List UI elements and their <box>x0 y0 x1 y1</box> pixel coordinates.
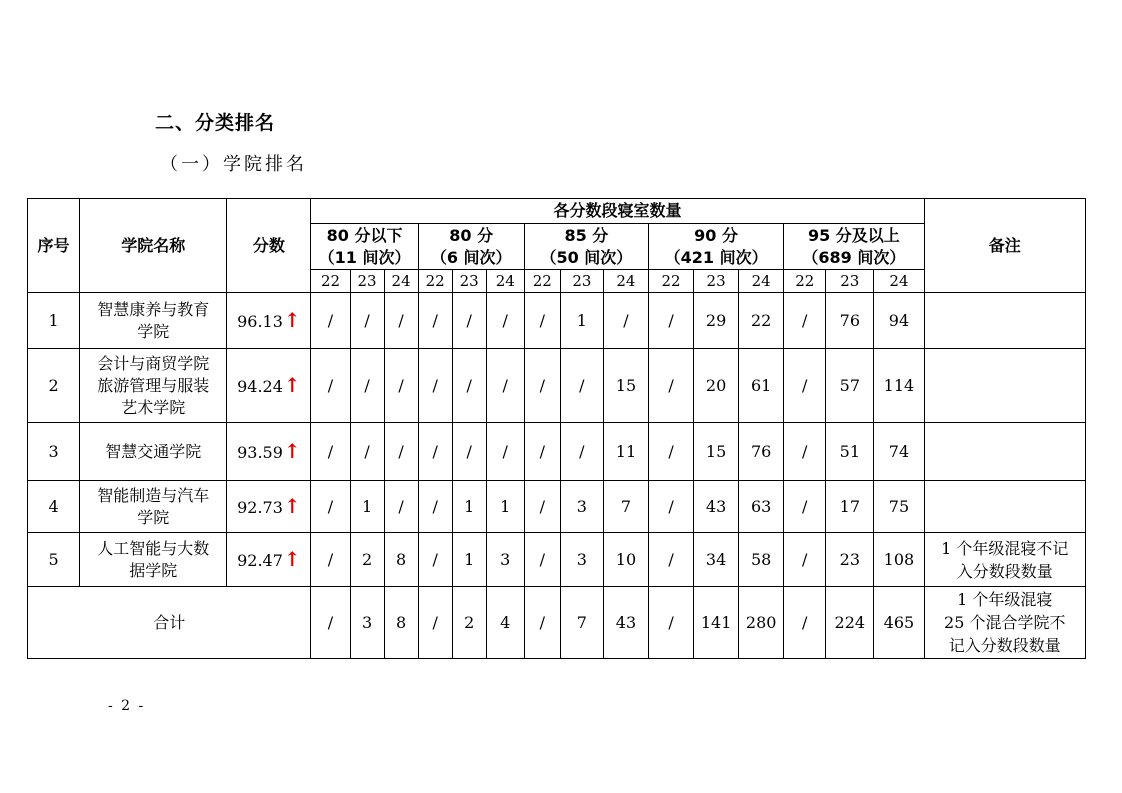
count-cell: / <box>311 533 350 587</box>
up-arrow-icon: ↑ <box>283 438 301 463</box>
header-segment-below-80 <box>311 224 418 270</box>
college-name <box>80 533 227 587</box>
count-cell: / <box>486 293 524 349</box>
count-cell: / <box>418 349 452 423</box>
header-segment-95-plus <box>784 224 924 270</box>
total-count-cell: 224 <box>826 587 874 659</box>
college-name <box>80 481 227 533</box>
year-header: 22 <box>784 270 826 293</box>
segment-label: 80 分 <box>449 225 494 245</box>
segment-label: 80 分以下 <box>326 225 403 245</box>
count-cell: / <box>418 481 452 533</box>
total-count-cell: 4 <box>486 587 524 659</box>
total-count-cell: 7 <box>560 587 603 659</box>
count-cell: 3 <box>486 533 524 587</box>
table-row <box>28 423 1086 481</box>
college-name-line: 智慧交通学院 <box>105 441 202 461</box>
college-name-line: 旅游管理与服装 <box>97 375 210 395</box>
count-cell: 76 <box>826 293 874 349</box>
count-cell: 114 <box>874 349 924 423</box>
count-cell: / <box>648 423 693 481</box>
score-cell <box>227 293 311 349</box>
count-cell: / <box>524 481 560 533</box>
header-segment-85 <box>524 224 648 270</box>
score-cell <box>227 349 311 423</box>
count-cell: 51 <box>826 423 874 481</box>
count-cell: / <box>648 349 693 423</box>
college-name-line: 据学院 <box>129 560 178 580</box>
count-cell: / <box>384 293 418 349</box>
count-cell: 15 <box>603 349 648 423</box>
header-segment-group: 各分数段寝室数量 <box>311 199 924 224</box>
college-name <box>80 349 227 423</box>
count-cell: / <box>311 481 350 533</box>
count-cell: 8 <box>384 533 418 587</box>
year-header: 24 <box>486 270 524 293</box>
count-cell: 75 <box>874 481 924 533</box>
college-name-line: 学院 <box>137 507 170 527</box>
year-header: 22 <box>311 270 350 293</box>
remark-cell <box>924 293 1085 349</box>
count-cell: / <box>524 349 560 423</box>
total-count-cell: 2 <box>452 587 486 659</box>
count-cell: 1 <box>486 481 524 533</box>
subsection-title: （一）学院排名 <box>160 154 307 175</box>
count-cell: / <box>524 423 560 481</box>
count-cell: 74 <box>874 423 924 481</box>
count-cell: / <box>311 293 350 349</box>
section-title: 二、分类排名 <box>155 112 276 134</box>
year-header: 23 <box>694 270 739 293</box>
college-name-line: 学院 <box>137 321 170 341</box>
total-count-cell: 141 <box>694 587 739 659</box>
row-seq: 5 <box>28 533 80 587</box>
total-count-cell: / <box>524 587 560 659</box>
count-cell: / <box>311 349 350 423</box>
year-header: 23 <box>452 270 486 293</box>
count-cell: / <box>784 349 826 423</box>
year-header: 24 <box>384 270 418 293</box>
college-name <box>80 423 227 481</box>
count-cell: / <box>418 423 452 481</box>
score-value: 93.59 <box>237 442 283 462</box>
year-header: 22 <box>648 270 693 293</box>
college-ranking-table <box>27 198 1086 659</box>
count-cell: 11 <box>603 423 648 481</box>
count-cell: 1 <box>452 481 486 533</box>
year-header: 23 <box>560 270 603 293</box>
remark-cell <box>924 423 1085 481</box>
count-cell: / <box>524 293 560 349</box>
page-number: - 2 - <box>108 698 146 714</box>
college-name-line: 会计与商贸学院 <box>97 353 210 373</box>
remark-cell <box>924 481 1085 533</box>
up-arrow-icon: ↑ <box>283 546 301 571</box>
count-cell: 29 <box>694 293 739 349</box>
total-count-cell: / <box>311 587 350 659</box>
count-cell: / <box>784 293 826 349</box>
year-header: 24 <box>603 270 648 293</box>
count-cell: / <box>384 349 418 423</box>
college-name <box>80 293 227 349</box>
college-name-line: 艺术学院 <box>121 397 186 417</box>
count-cell: 10 <box>603 533 648 587</box>
score-value: 92.73 <box>237 497 283 517</box>
count-cell: / <box>384 481 418 533</box>
count-cell: 76 <box>739 423 784 481</box>
count-cell: / <box>418 533 452 587</box>
table-row <box>28 349 1086 423</box>
count-cell: 22 <box>739 293 784 349</box>
total-count-cell: 280 <box>739 587 784 659</box>
count-cell: / <box>418 293 452 349</box>
header-college: 学院名称 <box>80 199 227 293</box>
count-cell: / <box>452 349 486 423</box>
score-cell <box>227 423 311 481</box>
count-cell: 7 <box>603 481 648 533</box>
count-cell: / <box>350 349 384 423</box>
remark-line: 入分数段数量 <box>956 561 1053 581</box>
count-cell: / <box>486 349 524 423</box>
count-cell: / <box>648 533 693 587</box>
score-value: 92.47 <box>237 550 283 570</box>
total-count-cell: 3 <box>350 587 384 659</box>
college-name-line: 智慧康养与教育 <box>97 299 210 319</box>
count-cell: / <box>311 423 350 481</box>
header-score: 分数 <box>227 199 311 293</box>
count-cell: 3 <box>560 481 603 533</box>
score-value: 94.24 <box>237 376 283 396</box>
count-cell: 94 <box>874 293 924 349</box>
count-cell: / <box>648 481 693 533</box>
year-header: 24 <box>874 270 924 293</box>
count-cell: / <box>784 481 826 533</box>
count-cell: 1 <box>350 481 384 533</box>
row-seq: 3 <box>28 423 80 481</box>
count-cell: / <box>603 293 648 349</box>
segment-count: （50 间次） <box>540 247 633 267</box>
count-cell: 20 <box>694 349 739 423</box>
total-count-cell: / <box>418 587 452 659</box>
count-cell: / <box>560 349 603 423</box>
total-label: 合计 <box>28 587 311 659</box>
up-arrow-icon: ↑ <box>283 307 301 332</box>
header-segment-90 <box>648 224 783 270</box>
up-arrow-icon: ↑ <box>283 372 301 397</box>
count-cell: / <box>384 423 418 481</box>
count-cell: / <box>648 293 693 349</box>
count-cell: 1 <box>452 533 486 587</box>
total-count-cell: / <box>784 587 826 659</box>
count-cell: 57 <box>826 349 874 423</box>
count-cell: 34 <box>694 533 739 587</box>
year-header: 23 <box>350 270 384 293</box>
college-name-line: 人工智能与大数 <box>97 538 210 558</box>
segment-count: （11 间次） <box>318 247 411 267</box>
count-cell: 43 <box>694 481 739 533</box>
remark-line: 1 个年级混寝不记 <box>941 538 1069 558</box>
total-count-cell: 465 <box>874 587 924 659</box>
total-count-cell: 8 <box>384 587 418 659</box>
total-count-cell: 43 <box>603 587 648 659</box>
count-cell: / <box>524 533 560 587</box>
college-name-line: 智能制造与汽车 <box>97 485 210 505</box>
count-cell: / <box>784 423 826 481</box>
total-count-cell: / <box>648 587 693 659</box>
count-cell: 23 <box>826 533 874 587</box>
remark-line: 1 个年级混寝 <box>957 590 1053 609</box>
count-cell: / <box>486 423 524 481</box>
table-row <box>28 481 1086 533</box>
score-value: 96.13 <box>237 311 283 331</box>
header-remark: 备注 <box>924 199 1085 293</box>
segment-label: 90 分 <box>694 225 739 245</box>
header-segment-80 <box>418 224 524 270</box>
remark-cell <box>924 533 1085 587</box>
table-row <box>28 533 1086 587</box>
score-cell <box>227 533 311 587</box>
count-cell: / <box>350 293 384 349</box>
count-cell: / <box>784 533 826 587</box>
remark-line: 25 个混合学院不 <box>944 613 1066 632</box>
row-seq: 2 <box>28 349 80 423</box>
count-cell: 3 <box>560 533 603 587</box>
score-cell <box>227 481 311 533</box>
count-cell: 17 <box>826 481 874 533</box>
count-cell: / <box>350 423 384 481</box>
year-header: 24 <box>739 270 784 293</box>
count-cell: 15 <box>694 423 739 481</box>
total-row <box>28 587 1086 659</box>
count-cell: / <box>452 293 486 349</box>
count-cell: 58 <box>739 533 784 587</box>
count-cell: / <box>452 423 486 481</box>
remark-line: 记入分数段数量 <box>948 636 1061 655</box>
segment-count: （6 间次） <box>430 247 512 267</box>
header-seq: 序号 <box>28 199 80 293</box>
count-cell: 63 <box>739 481 784 533</box>
count-cell: 2 <box>350 533 384 587</box>
count-cell: 108 <box>874 533 924 587</box>
row-seq: 1 <box>28 293 80 349</box>
count-cell: 1 <box>560 293 603 349</box>
segment-label: 95 分及以上 <box>807 225 900 245</box>
count-cell: / <box>560 423 603 481</box>
remark-cell <box>924 349 1085 423</box>
count-cell: 61 <box>739 349 784 423</box>
segment-label: 85 分 <box>564 225 609 245</box>
table-row <box>28 293 1086 349</box>
year-header: 22 <box>524 270 560 293</box>
segment-count: （689 间次） <box>802 247 906 267</box>
year-header: 22 <box>418 270 452 293</box>
total-remark <box>924 587 1085 659</box>
year-header: 23 <box>826 270 874 293</box>
segment-count: （421 间次） <box>664 247 768 267</box>
up-arrow-icon: ↑ <box>283 493 301 518</box>
row-seq: 4 <box>28 481 80 533</box>
